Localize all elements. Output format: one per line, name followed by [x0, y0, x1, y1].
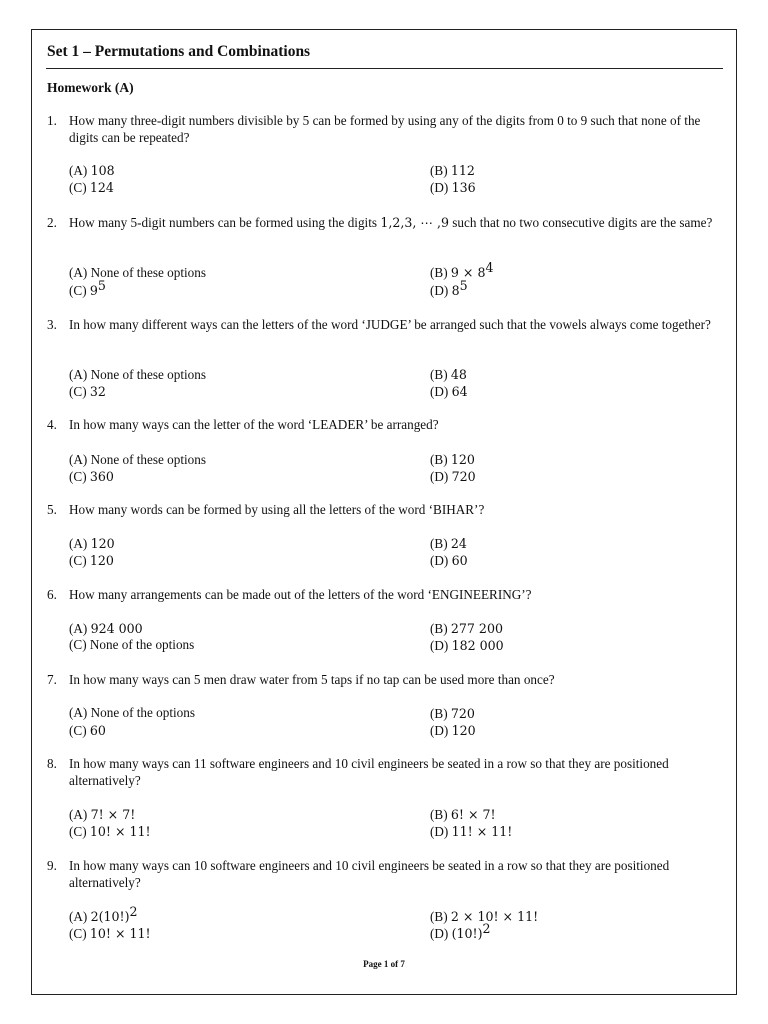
option-value: 64	[451, 384, 468, 399]
option-value: None of these options	[90, 367, 206, 382]
option-value: 11! × 11!	[451, 824, 513, 839]
option-label: (C)	[69, 637, 87, 652]
option-c	[69, 383, 106, 400]
option-exponent: 5	[459, 278, 468, 293]
option-b	[430, 620, 503, 637]
option-label: (B)	[430, 909, 448, 924]
option-label: (A)	[69, 705, 88, 720]
question-text: How many arrangements can be made out of the letters of the word ‘ENGINEERING’?	[69, 587, 532, 602]
option-c	[69, 468, 114, 485]
option-a	[69, 535, 115, 552]
option-value: None of the options	[89, 637, 195, 652]
option-value: 120	[89, 553, 114, 568]
question-math: 1,2,3, ⋯ ,9	[380, 215, 449, 230]
option-label: (C)	[69, 469, 87, 484]
option-a	[69, 904, 138, 925]
option-exponent: 2	[129, 904, 138, 919]
question-number: 7.	[47, 672, 57, 687]
page-number: Page 1 of 7	[363, 959, 405, 969]
option-label: (A)	[69, 452, 88, 467]
option-value: 136	[451, 180, 476, 195]
option-label: (D)	[430, 824, 449, 839]
question-number: 6.	[47, 587, 57, 602]
option-value: 48	[450, 367, 467, 382]
option-label: (C)	[69, 384, 87, 399]
option-value: 7! × 7!	[90, 807, 136, 822]
question-number: 4.	[47, 417, 57, 432]
option-label: (D)	[430, 384, 449, 399]
option-value: 9 × 8	[450, 265, 486, 280]
option-d	[430, 179, 476, 196]
option-label: (A)	[69, 367, 88, 382]
option-d	[430, 823, 512, 840]
option-value: None of these options	[90, 265, 206, 280]
option-a	[69, 451, 206, 468]
question-text-part: How many 5-digit numbers can be formed using the digits	[69, 215, 378, 230]
option-exponent: 5	[97, 278, 106, 293]
option-b	[430, 366, 467, 383]
option-label: (C)	[69, 824, 87, 839]
option-d	[430, 383, 468, 400]
option-value: 120	[450, 452, 475, 467]
option-b	[430, 451, 475, 468]
option-a	[69, 704, 195, 721]
option-label: (C)	[69, 553, 87, 568]
option-label: (D)	[430, 283, 449, 298]
option-c	[69, 552, 114, 569]
option-a	[69, 264, 206, 281]
option-label: (D)	[430, 638, 449, 653]
option-b	[430, 535, 467, 552]
option-label: (B)	[430, 265, 448, 280]
option-b	[430, 162, 475, 179]
section-heading: Homework (A)	[47, 80, 134, 95]
question-text: In how many ways can 5 men draw water from 5 taps if no tap can be used more than once?	[69, 672, 555, 687]
option-value: 720	[450, 706, 475, 721]
option-value: 8	[451, 283, 460, 298]
option-value: 182 000	[451, 638, 504, 653]
question-number: 5.	[47, 502, 57, 517]
option-label: (C)	[69, 283, 87, 298]
option-c	[69, 823, 151, 840]
option-label: (A)	[69, 807, 88, 822]
option-label: (A)	[69, 536, 88, 551]
option-value: 124	[89, 180, 114, 195]
option-value: 32	[89, 384, 106, 399]
page-title: Set 1 – Permutations and Combinations	[47, 43, 311, 60]
option-value: (10!)	[451, 926, 483, 941]
option-exponent: 4	[485, 260, 494, 275]
option-value: 60	[451, 553, 468, 568]
question-text	[69, 214, 725, 231]
option-label: (A)	[69, 621, 88, 636]
option-label: (B)	[430, 536, 448, 551]
option-c	[69, 925, 151, 942]
option-d	[430, 722, 476, 739]
option-c	[69, 278, 106, 299]
question-number: 9.	[47, 858, 57, 873]
option-value: 2 × 10! × 11!	[450, 909, 539, 924]
option-label: (D)	[430, 469, 449, 484]
option-value: 60	[89, 723, 106, 738]
option-a	[69, 620, 143, 637]
option-value: 108	[90, 163, 115, 178]
option-label: (A)	[69, 163, 88, 178]
question-text-part: such that no two consecutive digits are the same?	[452, 215, 713, 230]
title-divider	[46, 68, 723, 69]
option-a	[69, 806, 135, 823]
question-text: In how many different ways can the letters of the word ‘JUDGE’ be arranged such that the vowels always come together?	[69, 317, 711, 332]
option-label: (B)	[430, 452, 448, 467]
option-label: (A)	[69, 909, 88, 924]
option-value: 6! × 7!	[450, 807, 496, 822]
question-text: How many words can be formed by using all the letters of the word ‘BIHAR’?	[69, 502, 485, 517]
option-a	[69, 366, 206, 383]
option-value: 120	[90, 536, 115, 551]
option-b	[430, 806, 496, 823]
option-value: 360	[89, 469, 114, 484]
option-label: (D)	[430, 926, 449, 941]
option-c	[69, 179, 114, 196]
option-label: (C)	[69, 723, 87, 738]
option-b	[430, 705, 475, 722]
question-number: 2.	[47, 215, 57, 230]
option-value: None of these options	[90, 452, 206, 467]
option-value: 24	[450, 536, 467, 551]
option-d	[430, 552, 468, 569]
question-text: In how many ways can 10 software engineers and 10 civil engineers be seated in a row so that they are positioned alternatively?	[69, 858, 670, 890]
option-label: (C)	[69, 926, 87, 941]
option-label: (B)	[430, 706, 448, 721]
option-c	[69, 722, 106, 739]
question-number: 8.	[47, 756, 57, 771]
option-c	[69, 636, 194, 653]
option-label: (A)	[69, 265, 88, 280]
option-value: 720	[451, 469, 476, 484]
option-label: (D)	[430, 180, 449, 195]
option-value: 924 000	[90, 621, 143, 636]
option-label: (B)	[430, 163, 448, 178]
option-d	[430, 278, 468, 299]
option-d	[430, 921, 491, 942]
option-value: 277 200	[450, 621, 503, 636]
option-label: (D)	[430, 553, 449, 568]
option-label: (B)	[430, 367, 448, 382]
option-d	[430, 468, 476, 485]
question-number: 3.	[47, 317, 57, 332]
option-value: 9	[89, 283, 98, 298]
question-text: In how many ways can 11 software engineers and 10 civil engineers be seated in a row so that they are positioned alternatively?	[69, 756, 669, 788]
option-a	[69, 162, 115, 179]
option-value: 2(10!)	[90, 909, 130, 924]
option-label: (B)	[430, 621, 448, 636]
option-label: (D)	[430, 723, 449, 738]
option-exponent: 2	[482, 921, 491, 936]
option-d	[430, 637, 504, 654]
question-text: How many three-digit numbers divisible by 5 can be formed by using any of the digits from 0 to 9 such that none of the digits can be repeated?	[69, 113, 701, 145]
question-number: 1.	[47, 113, 57, 128]
option-label: (B)	[430, 807, 448, 822]
option-value: 10! × 11!	[89, 824, 151, 839]
option-label: (C)	[69, 180, 87, 195]
option-value: 120	[451, 723, 476, 738]
question-text: In how many ways can the letter of the word ‘LEADER’ be arranged?	[69, 417, 439, 432]
option-value: 10! × 11!	[89, 926, 151, 941]
option-value: None of the options	[90, 705, 195, 720]
option-value: 112	[450, 163, 475, 178]
